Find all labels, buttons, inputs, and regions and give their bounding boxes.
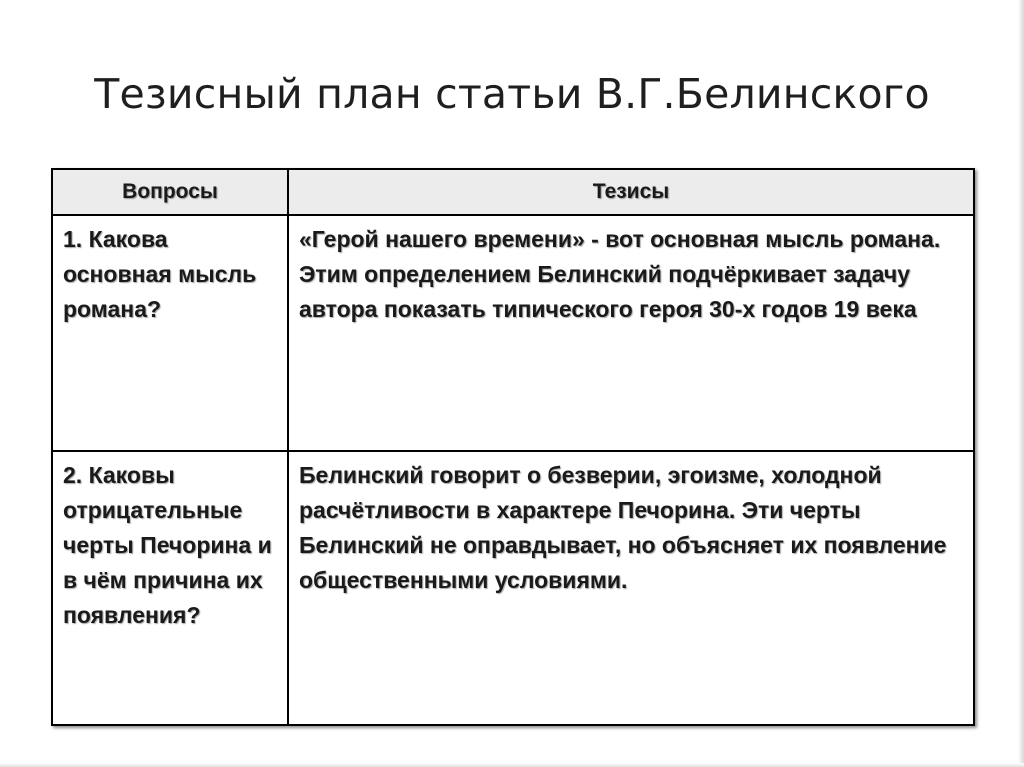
table-header-row (52, 169, 974, 215)
header-theses: Тезисы (288, 169, 974, 215)
page-edge-shadow (1018, 0, 1024, 767)
thesis-cell: «Герой нашего времени» - вот основная мысль романа. Этим определением Белинский подчёркивает задачу автора показать типического героя 30-х годов 19 века (288, 215, 974, 451)
slide-title: Тезисный план статьи В.Г.Белинского (94, 70, 930, 118)
thesis-table (51, 168, 975, 726)
question-cell: 1. Какова основная мысль романа? (52, 215, 288, 451)
question-cell: 2. Каковы отрицательные черты Печорина и в чём причина их появления? (52, 451, 288, 725)
table-row (52, 215, 974, 451)
header-questions: Вопросы (52, 169, 288, 215)
thesis-cell: Белинский говорит о безверии, эгоизме, холодной расчётливости в характере Печорина. Эти черты Белинский не оправдывает, но объясняет их появление общественными условиями. (288, 451, 974, 725)
table-row (52, 451, 974, 725)
page-bottom-shadow (0, 763, 1024, 767)
